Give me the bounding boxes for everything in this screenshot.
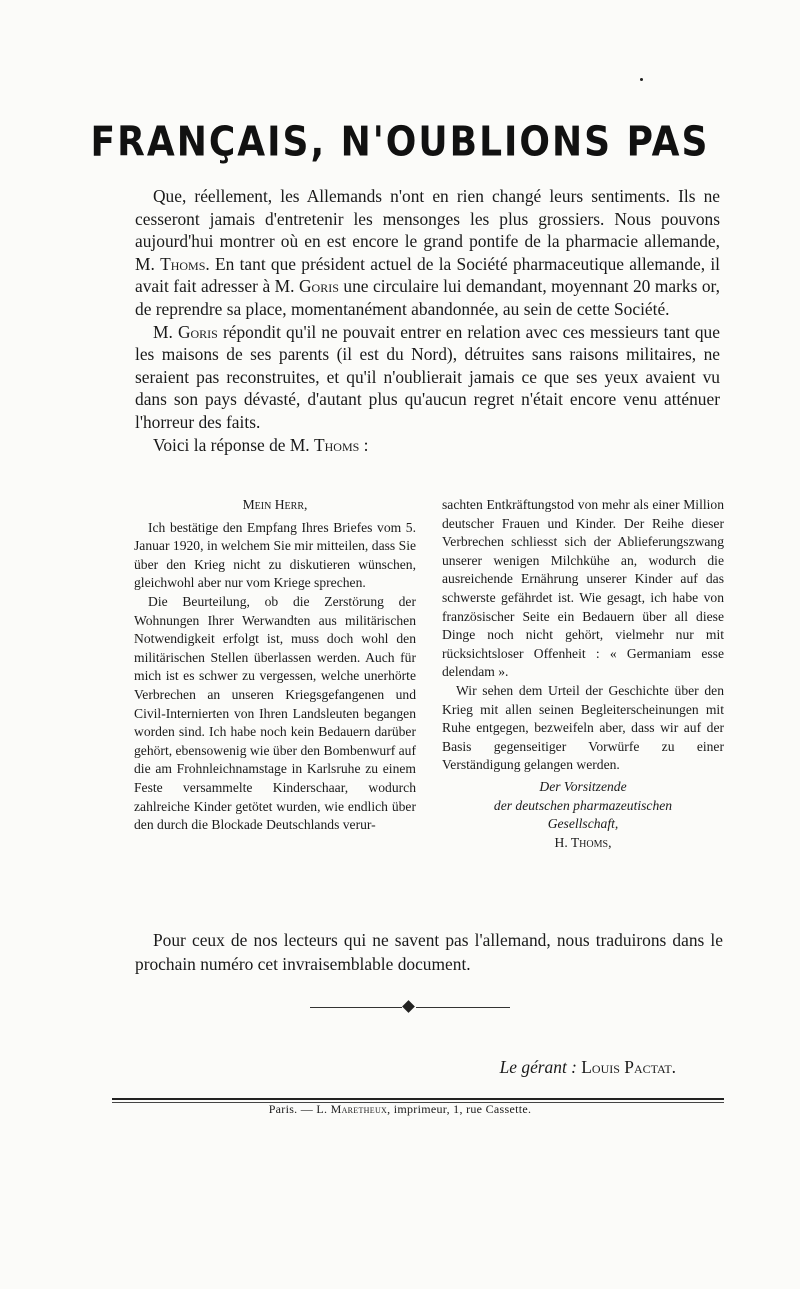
name-thoms: Thoms	[160, 253, 206, 274]
ornament-diamond-icon	[402, 1000, 415, 1013]
footer-rule-thick	[112, 1098, 724, 1100]
letter-column-right	[442, 496, 724, 852]
letter-column-left	[134, 496, 416, 852]
intro-paragraph-2: M. Goris répondit qu'il ne pouvait entrer en relation avec ces messieurs tant que les maisons de ses parents (il est du Nord), détruites sans raisons militaires, ne seraient pas reconstruites, et qu'il n'oublierait jamais ce que ses yeux avaient vu dans son pays dévasté, d'autant plus qu'aucun regret n'était encore venu atténuer l'horreur des faits.	[135, 321, 720, 432]
letter-paragraph: Wir sehen dem Urteil der Geschichte über den Krieg mit allen seinen Begleiterscheinungen mit Ruhe entgegen, bezweifeln aber, dass wir auf der Basis gegenseitiger Vorwürfe zu einer Verständigung gelangen werden.	[442, 682, 724, 773]
signature-line-3: Gesellschaft,	[547, 816, 619, 832]
page-title: FRANÇAIS, N'OUBLIONS PAS	[90, 118, 710, 167]
printer-imprint: Paris. — L. Maretheux, imprimeur, 1, rue Cassette.	[268, 1102, 532, 1116]
letter-paragraph: sachten Entkräftungstod von mehr als einer Million deutscher Frauen und Kinder. Der Reihe dieser Verbrechen schliesst sich der Ablieferungszwang unserer wenigen Milchkühe an, wodurch die ausreichende Ernährung unserer Kinder auf das schwerste gefährdet ist. Wie gesagt, ich habe von französischer Seite ein Bedauern über all diese Dinge noch nicht gehört, vielmehr nur mit rücksichtsloser Offenheit : « Germaniam esse delendam ».	[442, 497, 724, 680]
name-thoms: Thoms	[314, 434, 360, 455]
paper-speck	[640, 78, 643, 81]
signature-line-2: der deutschen pharmazeutischen	[493, 797, 673, 813]
name-goris: Goris	[299, 276, 339, 297]
name-goris: Goris	[177, 321, 218, 342]
ornament-line-right	[416, 1007, 510, 1008]
signature-line-1: Der Vorsitzende	[539, 778, 627, 794]
printer-name: Maretheux	[330, 1102, 388, 1116]
closing-paragraph: Pour ceux de nos lecteurs qui ne savent pas l'allemand, nous traduirons dans le prochain numéro cet invraisemblable document.	[135, 930, 723, 974]
section-ornament	[310, 1000, 510, 1014]
letter-salutation: Mein Herr,	[242, 497, 308, 512]
gerant-label: Le gérant :	[499, 1057, 577, 1077]
german-letter	[134, 496, 724, 852]
letter-paragraph: Die Beurteilung, ob die Zerstörung der Wohnungen Ihrer Werwandten aus militärischen Notwendigkeit erfolgt ist, muss doch wohl den militärischen Stellen überlassen werden. Auch für mich ist es schwer zu vergessen, welche unerhörte Verbrechen an unseren Kriegsgefangenen und Civil-Internierten von Ihren Landsleuten begangen worden sind. Ich habe noch kein Bedauern darüber gehört, ebensowenig wie über den Bombenwurf auf die am Frohnleichnamstage in Karlsruhe zu einem Feste versammelte Kinderschaar, wodurch zahlreiche Kinder getötet wurden, wie endlich über den durch die Blockade Deutschlands verur-	[134, 593, 416, 833]
letter-paragraph: Ich bestätige den Empfang Ihres Briefes vom 5. Januar 1920, in welchem Sie mir mitteilen, dass Sie über den Krieg nicht zu diskutieren wünschen, gleichwohl aber nur vom Kriege sprechen.	[134, 519, 416, 591]
intro-paragraph-3: Voici la réponse de M. Thoms :	[153, 434, 369, 455]
gerant-name: Louis Pactat.	[581, 1057, 676, 1077]
ornament-line-left	[310, 1007, 402, 1008]
intro-paragraph-1: Que, réellement, les Allemands n'ont en rien changé leurs sentiments. Ils ne cesseront jamais d'entretenir les mensonges les plus grossiers. Nous pouvons aujourd'hui montrer où en est encore le grand pontife de la pharmacie allemande, M. Thoms. En tant que président actuel de la Société pharmaceutique allemande, il avait fait adresser à M. Goris une circulaire lui demandant, moyennant 20 marks or, de reprendre sa place, momentanément abandonnée, au sein de cette Société.	[135, 186, 720, 319]
closing-note	[135, 928, 723, 976]
signature-name: H. Thoms,	[554, 834, 612, 850]
gerant-signature	[500, 1057, 676, 1078]
intro-text	[135, 185, 720, 456]
